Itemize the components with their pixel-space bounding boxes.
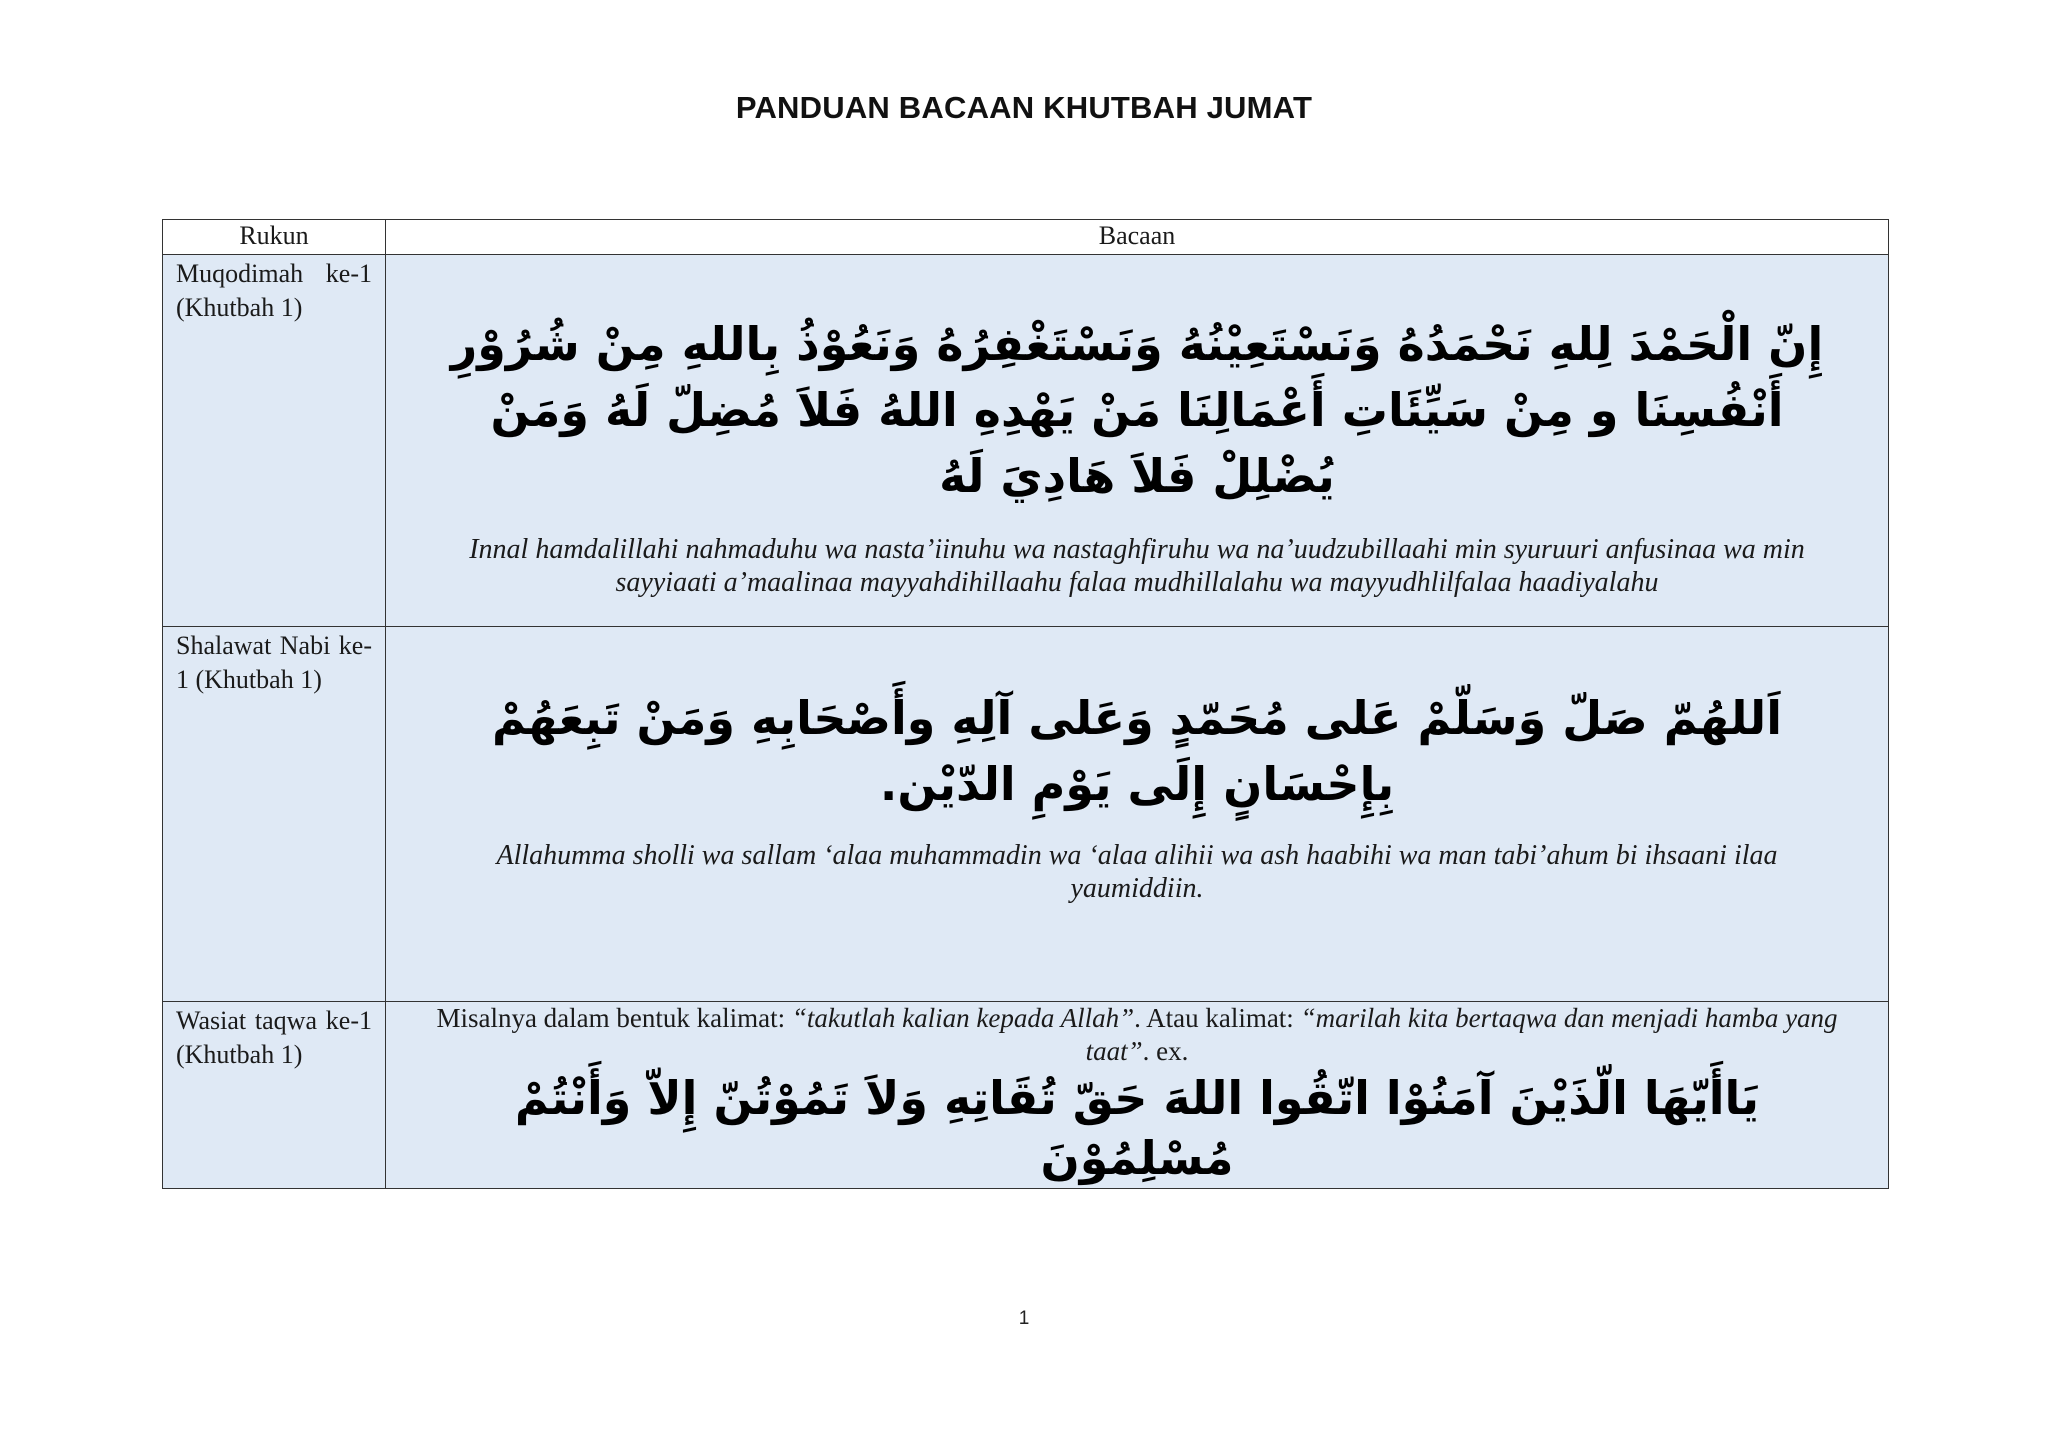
table-row [163, 255, 1889, 627]
khutbah-table [162, 219, 1889, 1189]
column-header-bacaan: Bacaan [386, 220, 1889, 255]
table-header-row [163, 220, 1889, 255]
arabic-text: يَاأَيّهَا الّذَيْنَ آمَنُوْا اتّقُوا اللهَ حَقّ تُقَاتِهِ وَلاَ تَمُوْتُنّ إِلاّ وَأَنْتُمْ مُسْلِمُوْنَ [514, 1071, 1760, 1185]
page-number: 1 [1018, 1308, 1030, 1329]
instruction-text [386, 1002, 1888, 1068]
instruction-example-quote: “marilah kita bertaqwa dan menjadi hamba yang taat” [1085, 1003, 1838, 1066]
instruction-plain: . Atau kalimat: [1134, 1003, 1301, 1033]
arabic-text: اَللهُمّ صَلّ وَسَلّمْ عَلى مُحَمّدٍ وَعَلى آلِهِ وأَصْحَابِهِ وَمَنْ تَبِعَهُمْ بِإِحْسَانٍ إِلَى يَوْمِ الدّيْن. [492, 691, 1782, 811]
column-header-rukun: Rukun [163, 220, 386, 255]
bacaan-cell [386, 1002, 1889, 1189]
instruction-plain: . ex. [1142, 1036, 1189, 1066]
instruction-example-quote: “takutlah kalian kepada Allah” [791, 1003, 1135, 1033]
transliteration-text: Allahumma sholli wa sallam ‘alaa muhammadin wa ‘alaa alihii wa ash haabihi wa man tabi’ahum bi ihsaani ilaa yaumiddiin. [496, 840, 1778, 904]
page-title: PANDUAN BACAAN KHUTBAH JUMAT [735, 90, 1313, 125]
transliteration-text: Innal hamdalillahi nahmaduhu wa nasta’iinuhu wa nastaghfiruhu wa na’uudzubillaahi min syuruuri anfusinaa wa min sayyiaati a’maalinaa mayyahdihillaahu falaa mudhillalahu wa mayyudhlilfalaa haadiyalahu [469, 534, 1805, 598]
rukun-cell: Wasiat taqwa ke-1 (Khutbah 1) [163, 1002, 386, 1189]
bacaan-cell [386, 255, 1889, 627]
bacaan-cell [386, 627, 1889, 1002]
instruction-plain: Misalnya dalam bentuk kalimat: [436, 1003, 792, 1033]
rukun-cell: Muqodimah ke-1 (Khutbah 1) [163, 255, 386, 627]
table-row [163, 627, 1889, 1002]
rukun-cell: Shalawat Nabi ke-1 (Khutbah 1) [163, 627, 386, 1002]
table-row [163, 1002, 1889, 1189]
arabic-text: إِنّ الْحَمْدَ لِلهِ نَحْمَدُهُ وَنَسْتَعِيْنُهُ وَنَسْتَغْفِرُهُ وَنَعُوْذُ بِاللهِ مِنْ شُرُوْرِ أَنْفُسِنَا و مِنْ سَيِّئَاتِ أَعْمَالِنَا مَنْ يَهْدِهِ اللهُ فَلاَ مُضِلّ لَهُ وَمَنْ يُضْلِلْ فَلاَ هَادِيَ لَهُ [450, 317, 1824, 503]
